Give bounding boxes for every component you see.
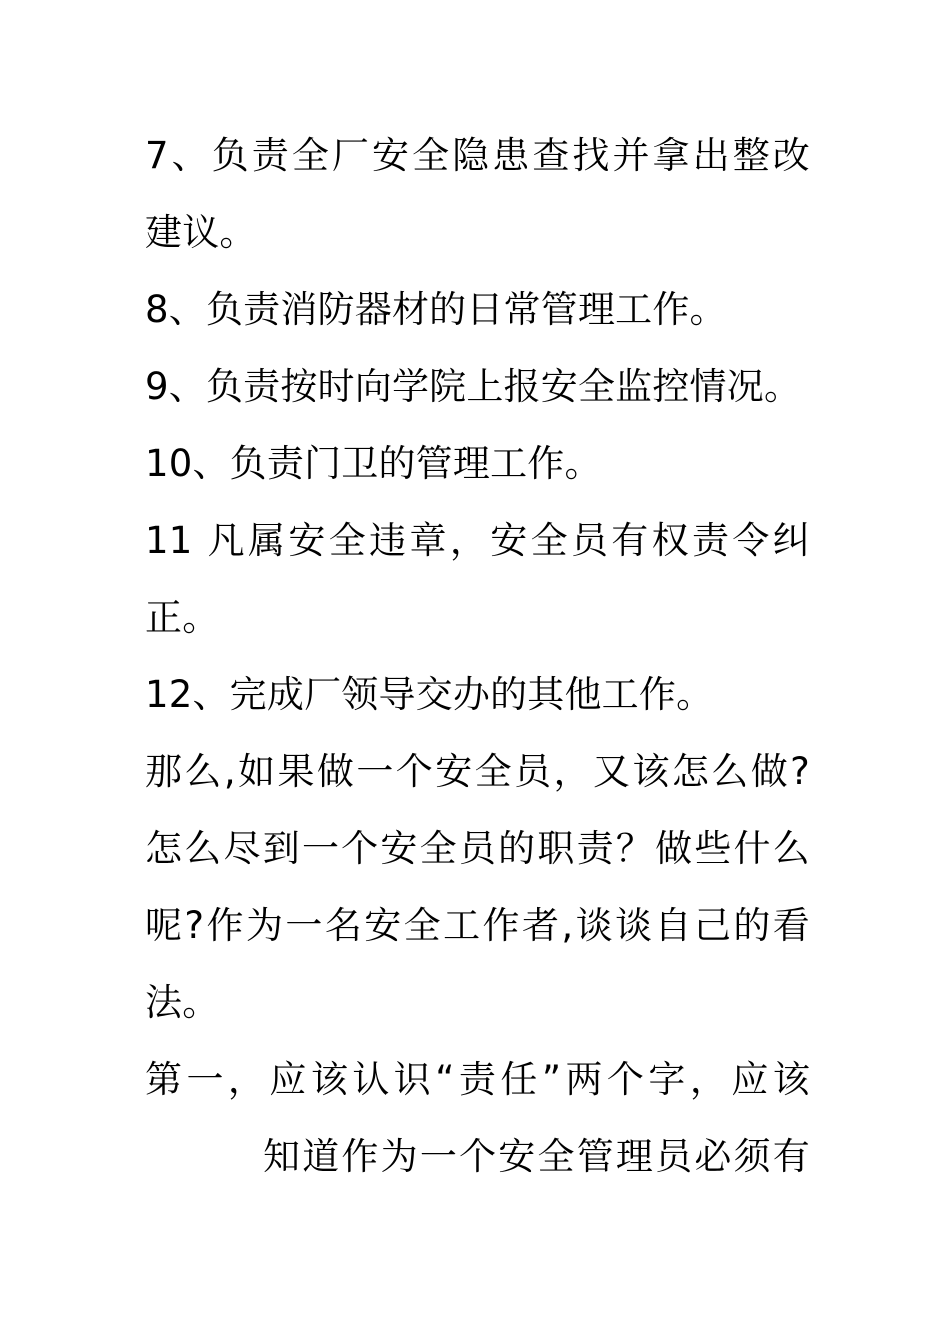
document-body [145,117,810,1195]
text-line: 那么,如果做一个安全员，又该怎么做? [145,750,810,793]
text-line: 呢?作为一名安全工作者,谈谈自己的看 [145,904,810,947]
text-line: 建议。 [145,211,257,254]
text-line: 8、负责消防器材的日常管理工作。 [145,288,727,331]
text-line: 10、负责门卫的管理工作。 [145,442,602,485]
text-line: 第一，应该认识“责任”两个字，应该 [145,1058,810,1101]
text-line: 9、负责按时向学院上报安全监控情况。 [145,365,802,408]
text-line: 法。 [145,981,220,1024]
text-line: 正。 [145,596,220,639]
text-line: 怎么尽到一个安全员的职责？做些什么 [145,827,810,870]
text-line: 知道作为一个安全管理员必须有 [263,1135,810,1178]
text-line: 11 凡属安全违章，安全员有权责令纠 [145,519,810,562]
text-line: 7、负责全厂安全隐患查找并拿出整改 [145,134,810,177]
text-line: 12、完成厂领导交办的其他工作。 [145,673,714,716]
